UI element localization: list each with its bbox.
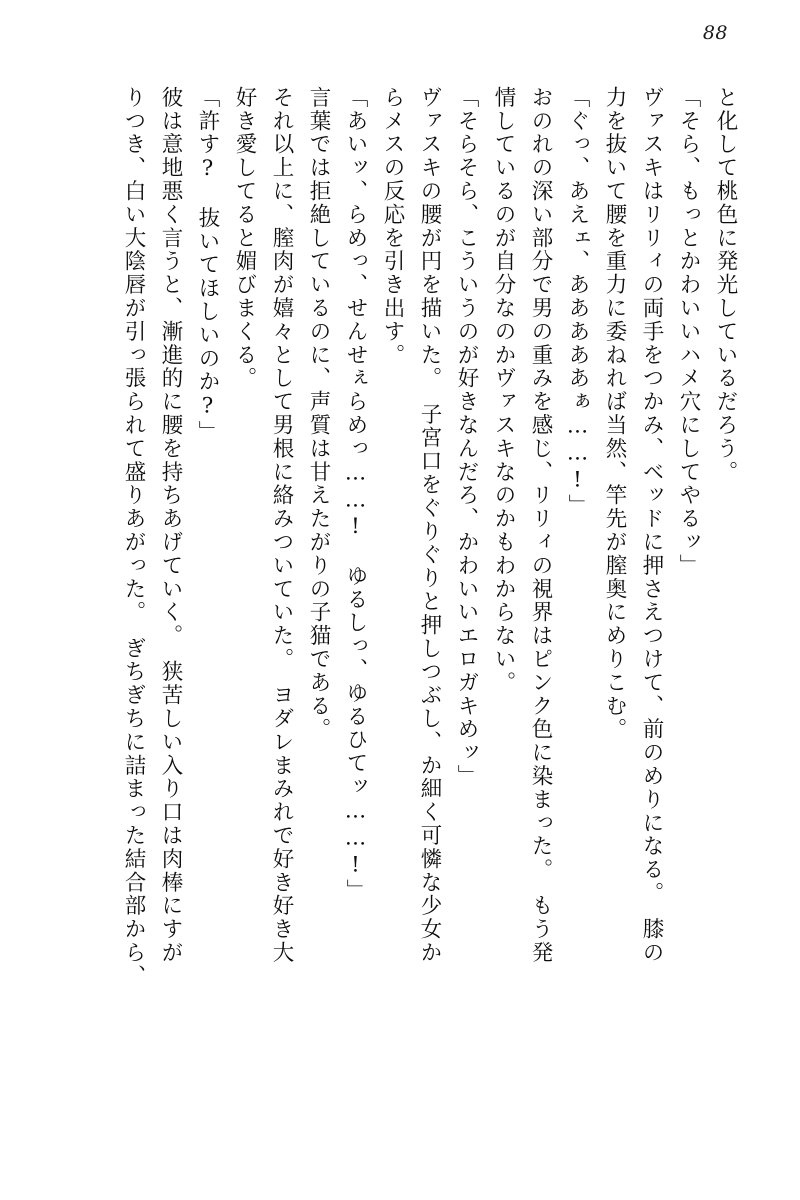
text-column: 「ぐっ、あえェ、あああああぁ……!」 bbox=[565, 86, 590, 518]
text-column: らメスの反応を引き出す。 bbox=[380, 86, 405, 367]
text-column: ヴァスキの腰が円を描いた。 子宮口をぐりぐりと押しつぶし、か細く可憐な少女か bbox=[417, 86, 442, 965]
text-column: おのれの深い部分で男の重みを感じ、リリィの視界はピンク色に染まった。 もう発 bbox=[528, 86, 553, 965]
text-column: りつき、白い大陰唇が引っ張られて盛りあがった。 ぎちぎちに詰まった結合部から、 bbox=[121, 86, 146, 988]
text-column: それ以上に、膣肉が嬉々として男根に絡みついていた。 ヨダレまみれで好き好き大 bbox=[269, 86, 294, 965]
text-column: 「そら、もっとかわいいハメ穴にしてやるッ」 bbox=[676, 86, 701, 578]
text-column: 「許す? 抜いてほしいのか?」 bbox=[195, 86, 220, 444]
vertical-text-body bbox=[60, 86, 736, 1146]
text-column: と化して桃色に発光しているだろう。 bbox=[713, 86, 738, 484]
text-column: 言葉では拒絶しているのに、声質は甘えたがりの子猫である。 bbox=[306, 86, 331, 742]
text-column: 好き愛してると媚びまくる。 bbox=[232, 86, 257, 391]
page-number: 88 bbox=[702, 22, 728, 44]
text-column: 「あいッ、らめっ、せんせぇらめっ……! ゆるしっ、ゆるひてッ……!」 bbox=[343, 86, 368, 903]
text-column: 彼は意地悪く言うと、漸進的に腰を持ちあげていく。 狭苦しい入り口は肉棒にすが bbox=[158, 86, 183, 965]
text-column: 情しているのが自分なのかヴァスキなのかもわからない。 bbox=[491, 86, 516, 695]
text-column: ヴァスキはリリィの両手をつかみ、ベッドに押さえつけて、前のめりになる。 膝の bbox=[639, 86, 664, 965]
text-column: 「そらそら、こういうのが好きなんだろ、かわいいエロガキめッ」 bbox=[454, 86, 479, 788]
text-column: 力を抜いて腰を重力に委ねれば当然、竿先が膣奥にめりこむ。 bbox=[602, 86, 627, 742]
